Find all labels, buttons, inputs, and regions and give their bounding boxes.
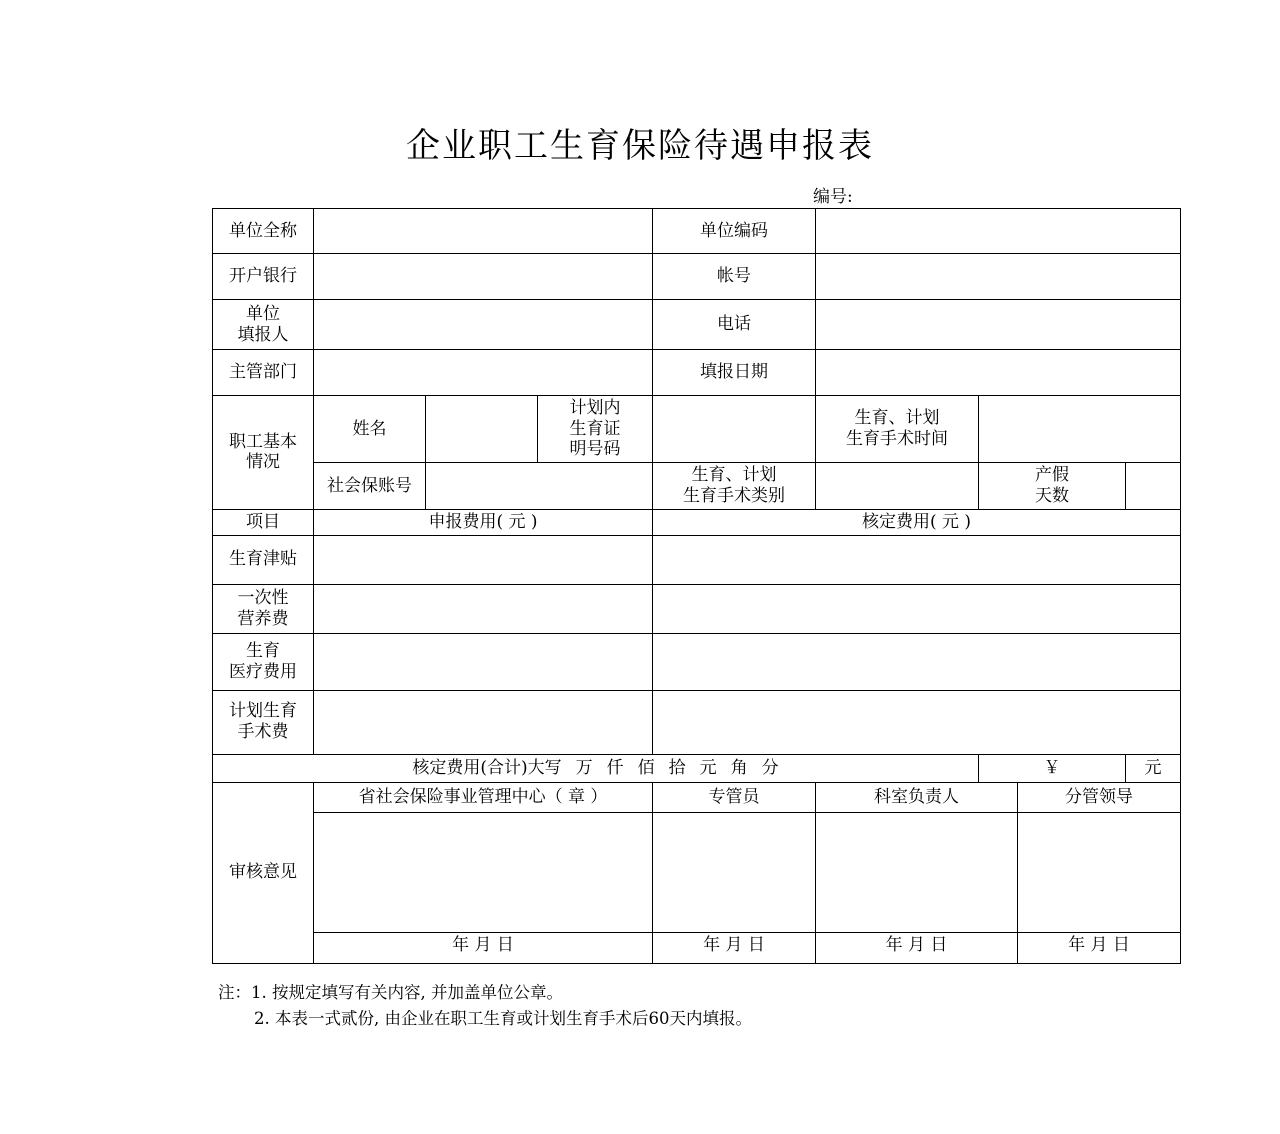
field-declared-maternity-allowance[interactable]: [314, 535, 653, 584]
field-surgery-time[interactable]: [979, 396, 1181, 463]
table-row-fee-nutrition: [213, 584, 1181, 633]
form-notes: [218, 980, 752, 1031]
label-phone: 电话: [653, 300, 816, 350]
label-birth-certificate-number-line2: 生育证: [569, 418, 621, 439]
field-declared-medical[interactable]: [314, 633, 653, 690]
header-approved-fee: 核定费用( 元 ): [653, 509, 1181, 535]
label-employee-basic-info-line1: 职工基本: [229, 431, 297, 452]
label-maternity-leave-days-line2: 天数: [1035, 485, 1070, 506]
field-account-number[interactable]: [816, 254, 1181, 300]
label-birth-certificate-number-line1: 计划内: [569, 398, 621, 418]
field-declared-nutrition[interactable]: [314, 584, 653, 633]
note-line-1: [218, 980, 752, 1006]
field-birth-certificate-number[interactable]: [653, 396, 816, 463]
total-label: 核定费用(合计)大写: [412, 757, 562, 778]
date-line-audit-center-text: 年 月 日: [452, 935, 514, 956]
date-line-audit-center: [314, 932, 653, 963]
total-unit-wan: 万: [575, 757, 593, 778]
label-supervising-department: 主管部门: [213, 350, 314, 396]
label-maternity-leave-days-line1: 产假: [1035, 465, 1070, 486]
table-row-fee-medical: [213, 633, 1181, 690]
field-audit-officer[interactable]: [653, 812, 816, 932]
field-phone[interactable]: [816, 300, 1181, 350]
label-report-date: 填报日期: [653, 350, 816, 396]
header-audit-leader: 分管领导: [1018, 782, 1181, 812]
label-unit-full-name: 单位全称: [213, 209, 314, 254]
field-approved-medical[interactable]: [653, 633, 1181, 690]
label-fee-maternity-medical-line2: 医疗费用: [229, 661, 297, 682]
table-row-department: [213, 350, 1181, 396]
maternity-insurance-form-table: [212, 208, 1181, 964]
date-line-audit-officer: [653, 932, 816, 963]
field-employee-name[interactable]: [426, 396, 538, 463]
field-surgery-type[interactable]: [816, 463, 979, 509]
field-supervising-department[interactable]: [314, 350, 653, 396]
header-audit-section-head: 科室负责人: [816, 782, 1018, 812]
note-prefix: 注：: [218, 983, 251, 1002]
label-employee-basic-info: [213, 396, 314, 510]
label-unit-reporter: [213, 300, 314, 350]
label-fee-maternity-allowance: 生育津贴: [213, 535, 314, 584]
total-currency-symbol: ￥: [979, 754, 1126, 782]
total-unit-yuan: 元: [699, 757, 717, 778]
table-row-reporter: [213, 300, 1181, 350]
field-unit-full-name[interactable]: [314, 209, 653, 254]
label-surgery-type-line2: 生育手术类别: [683, 485, 786, 506]
header-audit-officer: 专管员: [653, 782, 816, 812]
label-surgery-type: [653, 463, 816, 509]
serial-number-label: 编号:: [813, 187, 853, 207]
field-audit-section-head[interactable]: [816, 812, 1018, 932]
date-line-audit-section-head: [816, 932, 1018, 963]
label-fee-one-time-nutrition-line1: 一次性: [237, 587, 289, 608]
field-social-security-account[interactable]: [426, 463, 653, 509]
date-line-audit-section-head-text: 年 月 日: [885, 935, 948, 956]
field-approved-surgery[interactable]: [653, 690, 1181, 754]
table-row-fee-header: [213, 509, 1181, 535]
field-bank-name[interactable]: [314, 254, 653, 300]
table-row-fee-surgery: [213, 690, 1181, 754]
total-amount-in-words: [213, 754, 979, 782]
table-row-audit-body: [213, 812, 1181, 932]
label-audit-opinion: 审核意见: [213, 782, 314, 963]
field-unit-reporter[interactable]: [314, 300, 653, 350]
label-employee-basic-info-line2: 情况: [246, 452, 280, 473]
date-line-audit-officer-text: 年 月 日: [703, 935, 765, 956]
header-fee-item: 项目: [213, 509, 314, 535]
total-unit-qian: 仟: [606, 757, 624, 778]
total-unit-shi: 拾: [668, 757, 686, 778]
label-birth-certificate-number: [538, 396, 653, 463]
label-fee-family-planning-surgery-line1: 计划生育: [229, 701, 297, 722]
date-line-audit-leader: [1018, 932, 1181, 963]
label-fee-maternity-medical-line1: 生育: [246, 640, 280, 661]
field-maternity-leave-days[interactable]: [1126, 463, 1181, 509]
table-row-audit-date: [213, 932, 1181, 963]
field-report-date[interactable]: [816, 350, 1181, 396]
table-row-bank: [213, 254, 1181, 300]
page-title: 企业职工生育保险待遇申报表: [406, 126, 874, 166]
field-approved-nutrition[interactable]: [653, 584, 1181, 633]
table-row-fee-maternity-allowance: [213, 535, 1181, 584]
label-maternity-leave-days: [979, 463, 1126, 509]
field-approved-maternity-allowance[interactable]: [653, 535, 1181, 584]
label-surgery-type-line1: 生育、计划: [691, 465, 777, 486]
label-fee-family-planning-surgery-line2: 手术费: [237, 722, 289, 743]
total-unit-fen: 分: [761, 757, 779, 778]
label-unit-reporter-line2: 填报人: [237, 324, 289, 345]
total-unit-bai: 佰: [637, 757, 655, 778]
total-currency-unit: 元: [1126, 754, 1181, 782]
label-birth-certificate-number-line3: 明号码: [569, 439, 621, 460]
field-declared-surgery[interactable]: [314, 690, 653, 754]
table-row-audit-header: [213, 782, 1181, 812]
label-fee-one-time-nutrition-line2: 营养费: [237, 608, 289, 629]
label-unit-reporter-line1: 单位: [246, 303, 280, 324]
label-fee-family-planning-surgery: [213, 690, 314, 754]
label-fee-one-time-nutrition: [213, 584, 314, 633]
field-audit-center[interactable]: [314, 812, 653, 932]
table-row-employee-info-1: [213, 396, 1181, 463]
note-line-2: [218, 1006, 752, 1032]
header-declared-fee: 申报费用( 元 ): [314, 509, 653, 535]
label-surgery-time-line2: 生育手术时间: [846, 429, 949, 450]
note-text-2: 2. 本表一式贰份, 由企业在职工生育或计划生育手术后60天内填报。: [254, 1008, 752, 1028]
label-fee-maternity-medical: [213, 633, 314, 690]
table-row-employee-info-2: [213, 463, 1181, 509]
label-employee-name: 姓名: [314, 396, 426, 463]
table-row-unit-name: [213, 209, 1181, 254]
date-line-audit-leader-text: 年 月 日: [1068, 935, 1130, 956]
field-unit-code[interactable]: [816, 209, 1181, 254]
label-account-number: 帐号: [653, 254, 816, 300]
total-unit-jiao: 角: [730, 757, 748, 778]
label-surgery-time: [816, 396, 979, 463]
note-text-1: 1. 按规定填写有关内容, 并加盖单位公章。: [251, 983, 563, 1002]
label-bank-name: 开户银行: [213, 254, 314, 300]
header-audit-center: 省社会保险事业管理中心（ 章 ）: [314, 782, 653, 812]
label-social-security-account: 社会保账号: [314, 463, 426, 509]
label-unit-code: 单位编码: [653, 209, 816, 254]
label-surgery-time-line1: 生育、计划: [854, 408, 940, 429]
table-row-total: [213, 754, 1181, 782]
field-audit-leader[interactable]: [1018, 812, 1181, 932]
